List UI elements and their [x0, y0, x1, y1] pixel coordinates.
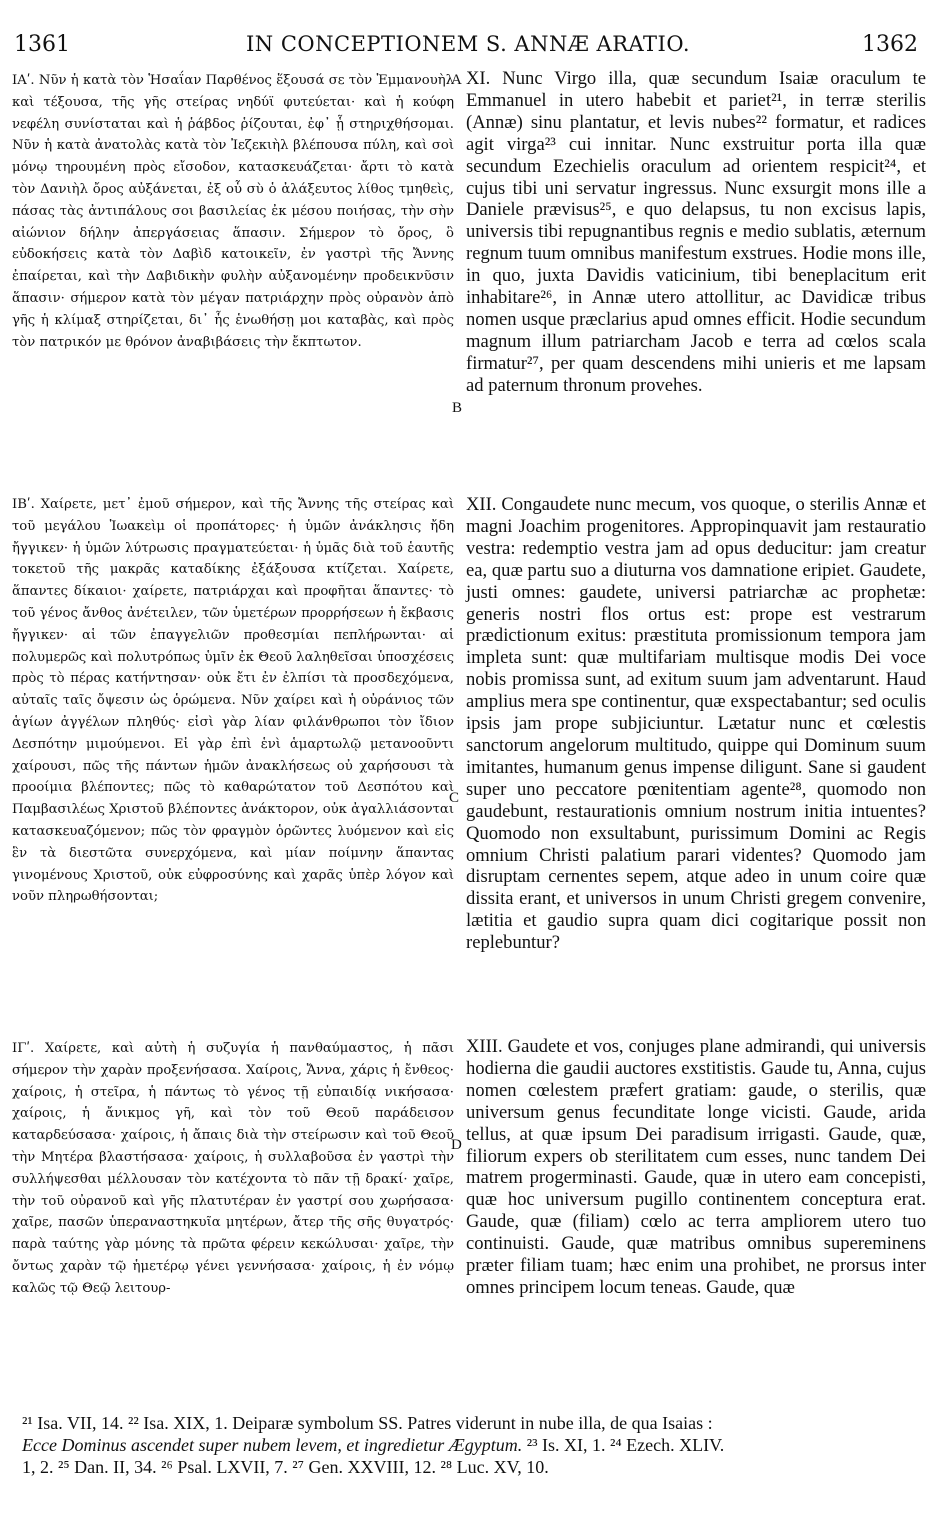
greek-section-12: ΙΒʹ. Χαίρετε, μετ᾽ ἐμοῦ σήμερον, καὶ τῆς Ἄννης τῆς στείρας καὶ τοῦ μεγάλου Ἰωακεὶμ οἱ προπάτορες· ἡ ὑμῶν ἀνάκλησις ἤδη ἤγγικεν· ἡ ὑμῶν λύτρωσις πραγματεύεται· ἡ ὑμᾶς διὰ τοῦ ἑαυτῆς τοκετοῦ τῆς μακρᾶς καταδίκης ἐξάξουσα κτίζεται. Χαίρετε, ἅπαντες δίκαιοι· χαίρετε, πατριάρχαι καὶ προφῆται ἅπαντες· τὸ τοῦ γένος ἄνθος ἀνέτειλεν, τῶν ὑμετέρων προρρήσεων ἡ ἔκβασις ἤγγικεν· αἱ τῶν ἐπαγγελιῶν προθεσμίαι πεπλήρωνται· αἱ πολυμερῶς καὶ πολυτρόπως ὑμῖν ἐκ Θεοῦ λαληθεῖσαι ὑποσχέσεις πρὸς τὸ πέρας κατήντησαν· οὐκ ἔτι ἐν ἐλπίσι τὰ προσδεχόμενα, αὐταῖς ταῖς ὄψεσιν ὡς ὁρώμενα. Νῦν χαίρει καὶ ἡ οὐράνιος τῶν ἁγίων ἀγγέλων πληθύς· εἰσὶ γὰρ λίαν φιλάνθρωποι τὸν ἴδιον Δεσπότην μιμούμενοι. Εἰ γὰρ ἐπὶ ἑνὶ ἁμαρτωλῷ μετανοοῦντι χαίρουσι, πῶς τῆς πάντων ἡμῶν ἀνακλήσεως οὐ χαρήσουσι τὰ προοίμια βλέποντες; πῶς τὸ καθαρώτατον τοῦ Δεσπότου καὶ Παμβασιλέως Χριστοῦ βλέποντες ἀνάκτορον, οὐκ ἀγαλλιάσονται κατασκευαζόμενον; πῶς τὸν φραγμὸν ὁρῶντες λυόμενον καὶ εἰς ἓν τὰ διεστῶτα συνερχόμενα, καὶ μίαν ποίμνην ἅπαντας γινομένους Χριστοῦ, οὐκ εὐφροσύνης καὶ χαρᾶς ὑπὲρ λόγον καὶ νοῦν πληρωθήσονται; — [12, 497, 454, 905]
footnote-quote: Ecce Dominus ascendet super nubem levem, et ingredietur Ægyptum. — [22, 1435, 523, 1455]
page-header — [0, 30, 936, 64]
margin-marker-c: C — [449, 790, 460, 806]
latin-section-12: XII. Congaudete nunc mecum, vos quoque, o sterilis Annæ et magni Joachim progenitores. Appropinquavit jam restauratio vestra: redemptio vestra jam ad opus deducitur: jam creatur ea, quæ partu suo a diuturna vos damnatione eripiet. Gaudete, justi omnes: gaudete, universi patriarchæ ac prophetæ: generis nostri flos ortus est: prope est vestrarum prædictionum exitus: præstituta promissionum tempora jam impleta sunt: quæ multifariam multisque modis Dei voce nobis promissa sunt, ad exitum suum jam adventarunt. Haud amplius mera spe continentur, quæ exspectabantur; sed oculis ipsis jam prope subjiciuntur. Lætatur nunc et cœlestis sanctorum angelorum multitudo, quippe qui Dominum suum imitantes, humanum genus impense diligunt. Sane si gaudent super uno peccatore pœnitentiam agente²⁸, quomodo non gaudebunt, restaurationis omnium nostrum initia intuentes? Quomodo non exsultabunt, purissimum Domini ac Regis omnium Christi palatium parari videntes? Quomodo jam disruptam cernentes sepem, atque adeo in unum coire quæ dissita erant, et universos in unum Christi gregem convenire, lætitia et gaudio supra quam dici cogitarique possit non replebuntur? — [466, 494, 926, 954]
margin-marker-a: A — [451, 72, 462, 88]
page-number-left: 1361 — [14, 32, 70, 57]
running-title: IN CONCEPTIONEM S. ANNÆ ARATIO. — [246, 32, 690, 56]
greek-section-13: ΙΓʹ. Χαίρετε, καὶ αὐτὴ ἡ συζυγία ἡ πανθαύμαστος, ἡ πᾶσι σήμερον τὴν χαρὰν προξενήσασα. Χαίροις, Ἄννα, χάρις ἡ ἔνθεος· χαίροις, ἡ στεῖρα, ἡ πάντως τὸ γένος τῇ εὐπαιδίᾳ νικήσασα· χαίροις, ἡ ἄνικμος γῆ, καὶ τὸν τοῦ Θεοῦ παράδεισον καταρδεύσασα· χαίροις, ἡ ἄπαις διὰ τὴν στείρωσιν καὶ τοῦ Θεοῦ τὴν Μητέρα βλαστήσασα· χαίροις, ἡ συλλαβοῦσα ἐν γαστρὶ τὴν συλλήψεσθαι μέλλουσαν τὸν κατέχοντα τὸ πᾶν τῇ δρακί· χαῖρε, τὴν τοῦ οὐρανοῦ καὶ γῆς πλατυτέραν ἐν γαστρί σου χωρήσασα· χαῖρε, πασῶν ὑπεραναστηκυῖα μητέρων, ἄτερ τῆς σῆς θυγατρός· παρὰ ταύτης γὰρ μόνης τὰ πρῶτα φέρειν κεκώλυσαι· χαῖρε, τὴν ὄντως χαρὰν τῷ ἡμετέρῳ γένει γεννήσασα· χαίροις, ἡ ἐν νόμῳ καλῶς τῷ Θεῷ λειτουρ- — [12, 1041, 454, 1296]
latin-section-11: XI. Nunc Virgo illa, quæ secundum Isaiæ oraculum te Emmanuel in utero habebit et pariet²¹, in terræ sterilis (Annæ) sinu plantatur, et levis nubes²² formatur, et radices agit virga²³ cui innitar. Nunc exstruitur porta illa quæ secundum Ezechielis oraculum ad orientem respicit²⁴, et cujus tibi uni servatur ingressus. Nunc exsurgit mons ille a Daniele prævisus²⁵, e quo delapsus, tu non excisus lapis, universis tibi repugnantibus regnis e medio sublatis, æternum regnum tuum omnibus manifestum exstrues. Hodie mons ille, in quo, juxta Davidis vaticinium, tibi beneplacitum erit inhabitare²⁶, in Annæ utero attollitur, ac Davidicæ tribus nomen usque præclarius apud omnes efficit. Hodie secundum magnum illum patriarcham Jacob e terra ad cœlos scala firmatur²⁷, per quam descendens mihi unieris et me lapsam ad paternum thronum provehes. — [466, 68, 926, 396]
footnote-line-1: ²¹ Isa. VII, 14. ²² Isa. XIX, 1. Deiparæ symbolum SS. Patres viderunt in nube illa, de qua Isaias : — [22, 1413, 713, 1433]
margin-marker-d: D — [451, 1137, 462, 1153]
footnote-line-3: 1, 2. ²⁵ Dan. II, 34. ²⁶ Psal. LXVII, 7. ²⁷ Gen. XXVIII, 12. ²⁸ Luc. XV, 10. — [22, 1457, 549, 1477]
footnotes — [22, 1412, 912, 1478]
margin-marker-b: B — [452, 400, 463, 416]
footnote-line-2 — [22, 1434, 912, 1456]
footnote-refs: ²³ Is. XI, 1. ²⁴ Ezech. XLIV. — [522, 1435, 725, 1455]
greek-section-11: ΙΑʹ. Νῦν ἡ κατὰ τὸν Ἡσαΐαν Παρθένος ἕξουσά σε τὸν Ἐμμανουὴλ καὶ τέξουσα, τῆς γῆς στείρας νηδύϊ φυτεύεται· καὶ ἡ κούφη νεφέλη συνίσταται καὶ ἡ ῥάβδος ῥίζουται, ἐφ᾽ ᾗ στηριχθήσομαι. Νῦν ἡ κατὰ ἀνατολὰς κατὰ τὸν Ἰεζεκιὴλ βλέπουσα πύλη, καὶ σοὶ μόνῳ τηρουμένη πρὸς εἴσοδον, κατασκευάζεται· ἄρτι τὸ κατὰ τὸν Δανιὴλ ὄρος αὐξάνεται, ἐξ οὗ σὺ ὁ ἀλάξευτος λίθος τμηθεὶς, πάσας τὰς ἀντιπάλους σοι βασιλείας ἐκ μέσου ποιήσας, τὴν σὴν αἰώνιον δήλην ἀπεργάσειας ἅπασιν. Σήμερον τὸ ὄρος, ὃ εὐδοκήσεις κατὰ τὸν Δαβὶδ κατοικεῖν, ἐν γαστρὶ τῆς Ἄννης ἐπαίρεται, καὶ τὴν Δαβιδικὴν φυλὴν αὐξανομένην προδεικνῦσιν ἅπασιν· σήμερον κατὰ τὸν μέγαν πατριάρχην πρὸς οὐρανὸν ἀπὸ γῆς ἡ κλίμαξ στηρίζεται, δι᾽ ἧς ἑνωθήσῃ μοι καταβὰς, καὶ πρὸς τὸν πατρικόν με θρόνον ἀναβιβάσεις τὴν ἔκπτωτον. — [12, 73, 454, 350]
latin-section-13: XIII. Gaudete et vos, conjuges plane admirandi, qui universis hodierna die gaudii auctores exstitistis. Gaude tu, Anna, cujus nomen cœlestem præfert gratiam: gaude, o sterilis, quæ universum genus fecunditate longe vicisti. Gaude, arida tellus, at quæ ipsum Dei paradisum irrigasti. Gaude, quæ, filiorum expers ob sterilitatem cum esses, nunc tandem Dei matrem progerminasti. Gaude, quæ in utero eam concepisti, quæ hoc universum pugillo continentem conceptura erat. Gaude, quæ (filiam) cœlo ac terra ampliorem utero tuo continuisti. Gaude, quæ matribus omnibus supereminens præter filiam tuam; hæc enim una prohibet, ne prorsus inter omnes principem locum teneas. Gaude, quæ — [466, 1036, 926, 1298]
page-number-right: 1362 — [862, 32, 918, 57]
